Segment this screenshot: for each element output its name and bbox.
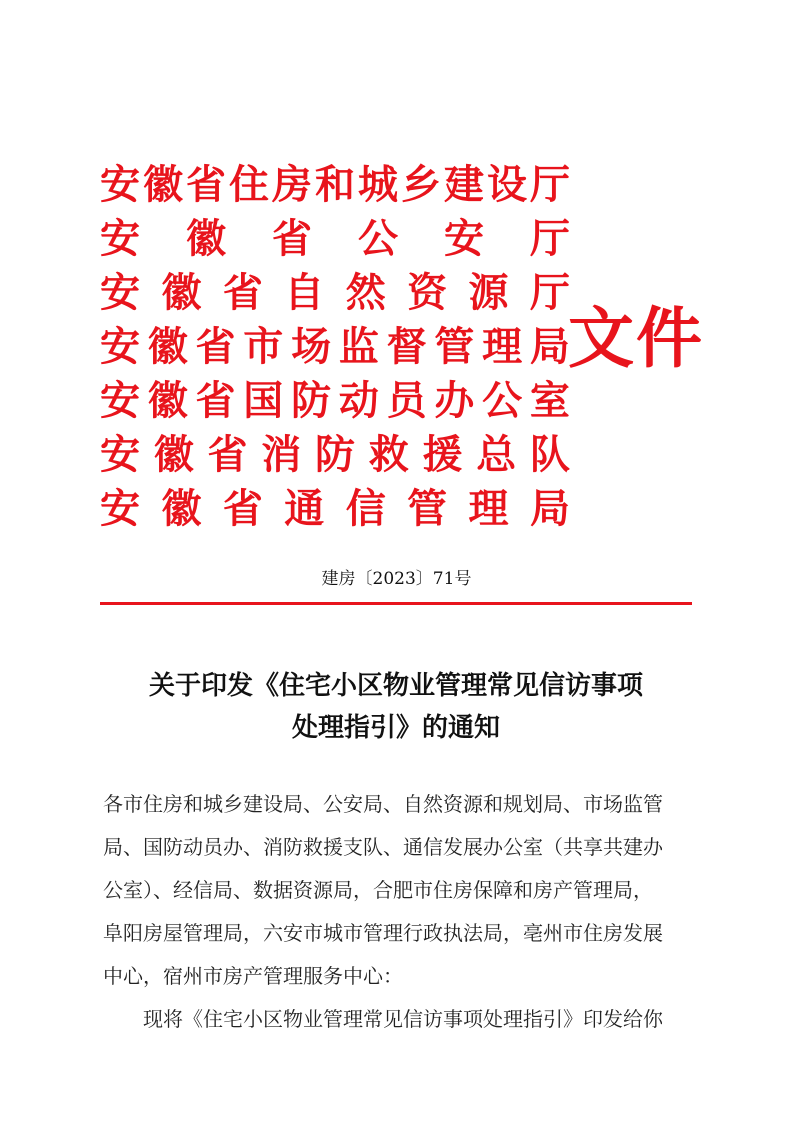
issuer-char: 安 [100,431,140,478]
document-body [103,783,695,1041]
issuer-line-communications [100,482,570,536]
issuer-char: 督 [386,323,427,370]
body-line: 阜阳房屋管理局，六安市城市管理行政执法局，亳州市住房发展 [103,921,663,945]
issuer-line-market-supervision [100,320,570,374]
issuer-char: 厅 [530,215,570,262]
issuer-char: 乡 [401,161,441,208]
issuer-char: 管 [434,323,475,370]
document-number: 建房〔2023〕71号 [321,569,472,589]
issuer-char: 监 [338,323,379,370]
title-line-1: 关于印发《住宅小区物业管理常见信访事项 [148,671,643,701]
body-line: 公室）、经信局、数据资源局，合肥市住房保障和房产管理局， [103,878,653,902]
issuer-char: 队 [530,431,570,478]
issuer-block [100,158,570,536]
issuer-char: 室 [529,377,570,424]
issuer-char: 源 [468,269,509,316]
wenjian-label: 文件 [568,299,704,377]
issuer-char: 动 [338,377,379,424]
issuer-char: 公 [482,377,523,424]
red-divider-line [100,602,692,605]
issuer-char: 安 [100,161,140,208]
body-line: 局、国防动员办、消防救援支队、通信发展办公室（共享共建办 [103,835,663,859]
issuer-char: 省 [195,323,236,370]
issuer-char: 徽 [161,269,202,316]
issuer-char: 自 [284,269,325,316]
issuer-line-housing [100,158,570,212]
issuer-char: 国 [243,377,284,424]
issuer-char: 厅 [529,269,570,316]
issuer-char: 理 [482,323,523,370]
issuer-char: 消 [261,431,302,478]
issuer-char: 防 [315,431,355,478]
issuer-char: 场 [291,323,332,370]
issuer-char: 安 [444,215,484,262]
body-line: 各市住房和城乡建设局、公安局、自然资源和规划局、市场监管 [103,792,663,816]
issuer-char: 办 [434,377,475,424]
issuer-char: 局 [529,323,570,370]
issuer-char: 安 [100,215,140,262]
issuer-char: 厅 [530,161,570,208]
issuer-char: 援 [422,431,463,478]
issuer-char: 理 [468,485,509,532]
issuer-line-national-defense [100,374,570,428]
issuer-line-natural-resources [100,266,570,320]
document-title [100,665,692,749]
issuer-char: 安 [100,485,140,532]
issuer-char: 局 [529,485,570,532]
issuer-char: 然 [345,269,386,316]
issuer-char: 通 [284,485,325,532]
issuer-char: 徽 [153,431,194,478]
issuer-char: 省 [207,431,248,478]
body-line: 中心，宿州市房产管理服务中心： [103,964,403,988]
issuer-char: 安 [100,323,140,370]
issuer-char: 徽 [147,377,188,424]
issuer-char: 安 [100,269,140,316]
issuer-char: 防 [291,377,332,424]
issuer-char: 救 [368,431,409,478]
issuer-char: 安 [100,377,140,424]
issuer-char: 总 [476,431,517,478]
issuer-char: 公 [358,215,398,262]
issuer-char: 城 [358,161,398,208]
issuer-char: 省 [222,485,263,532]
body-paragraph-start: 现将《住宅小区物业管理常见信访事项处理指引》印发给你 [143,1007,663,1031]
issuer-char: 省 [272,215,312,262]
issuer-char: 住 [229,161,269,208]
issuer-char: 房 [272,161,312,208]
issuer-char: 徽 [143,161,183,208]
issuer-char: 资 [407,269,448,316]
issuer-char: 徽 [161,485,202,532]
issuer-char: 和 [315,161,355,208]
issuer-char: 管 [407,485,448,532]
issuer-char: 员 [386,377,427,424]
title-line-2: 处理指引》的通知 [291,713,500,743]
issuer-char: 徽 [147,323,188,370]
issuer-char: 信 [345,485,386,532]
issuer-char: 省 [186,161,226,208]
issuer-line-fire-rescue [100,428,570,482]
issuer-line-public-security [100,212,570,266]
issuer-char: 省 [195,377,236,424]
issuer-char: 省 [222,269,263,316]
issuer-char: 建 [444,161,484,208]
issuer-char: 徽 [186,215,226,262]
issuer-char: 市 [243,323,284,370]
issuer-char: 设 [487,161,527,208]
